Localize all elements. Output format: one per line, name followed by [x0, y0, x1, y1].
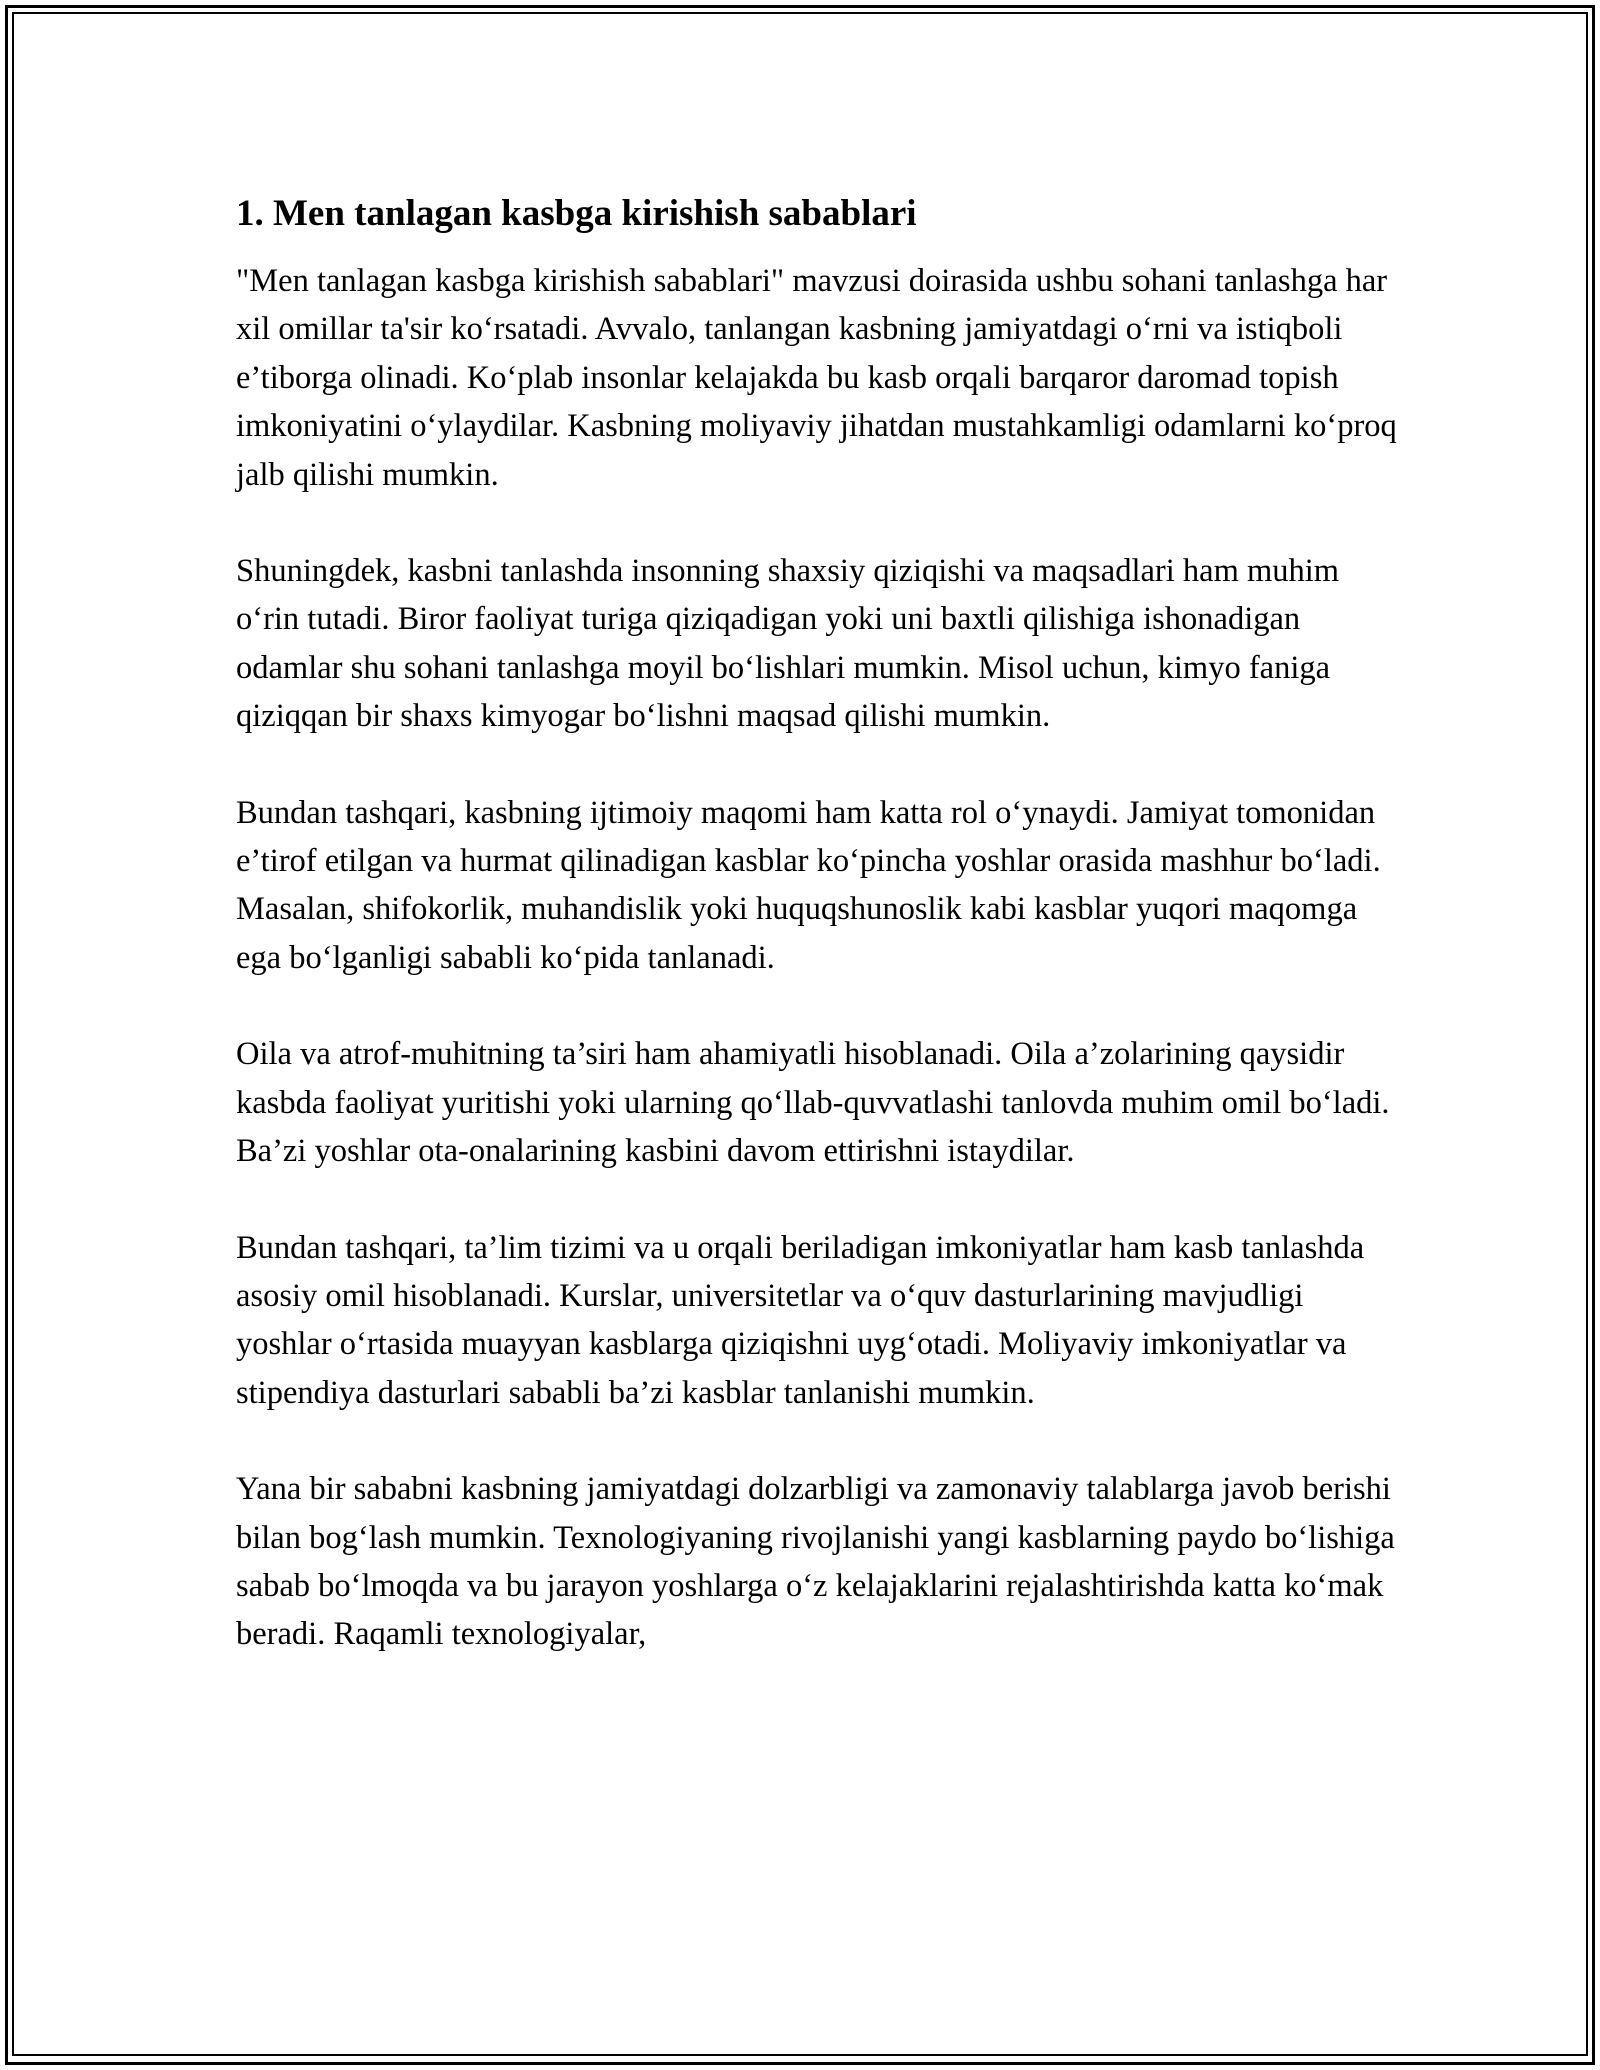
paragraph-1: "Men tanlagan kasbga kirishish sabablari" mavzusi doirasida ushbu sohani tanlashga har xil omillar ta'sir ko‘rsatadi. Avvalo, tanlangan kasbning jamiyatdagi o‘rni va istiqboli e’tiborga olinadi. Ko‘plab insonlar kelajakda bu kasb orqali barqaror daromad topish imkoniyatini o‘ylaydilar. Kasbning moliyaviy jihatdan mustahkamligi odamlarni ko‘proq jalb qilishi mumkin.: [236, 263, 1397, 493]
section-heading: 1. Men tanlagan kasbga kirishish sabablari: [236, 193, 917, 234]
paragraph-6: Yana bir sababni kasbning jamiyatdagi dolzarbligi va zamonaviy talablarga javob berishi bilan bog‘lash mumkin. Texnologiyaning rivojlanishi yangi kasblarning paydo bo‘lishiga sabab bo‘lmoqda va bu jarayon yoshlarga o‘z kelajaklarini rejalashtirishda katta ko‘mak beradi. Raqamli texnologiyalar,: [236, 1471, 1395, 1653]
paragraph-2: Shuningdek, kasbni tanlashda insonning shaxsiy qiziqishi va maqsadlari ham muhim o‘rin tutadi. Biror faoliyat turiga qiziqadigan yoki uni baxtli qilishiga ishonadigan odamlar shu sohani tanlashga moyil bo‘lishlari mumkin. Misol uchun, kimyo faniga qiziqqan bir shaxs kimyogar bo‘lishni maqsad qilishi mumkin.: [236, 553, 1340, 735]
document-body: [236, 187, 1400, 1707]
paragraph-5: Bundan tashqari, ta’lim tizimi va u orqali beriladigan imkoniyatlar ham kasb tanlashda asosiy omil hisoblanadi. Kurslar, universitetlar va o‘quv dasturlarining mavjudligi yoshlar o‘rtasida muayyan kasblarga qiziqishni uyg‘otadi. Moliyaviy imkoniyatlar va stipendiya dasturlari sababli ba’zi kasblar tanlanishi mumkin.: [236, 1229, 1365, 1411]
paragraph-3: Bundan tashqari, kasbning ijtimoiy maqomi ham katta rol o‘ynaydi. Jamiyat tomonidan e’tirof etilgan va hurmat qilinadigan kasblar ko‘pincha yoshlar orasida mashhur bo‘ladi. Masalan, shifokorlik, muhandislik yoki huquqshunoslik kabi kasblar yuqori maqomga ega bo‘lganligi sababli ko‘pida tanlanadi.: [236, 794, 1381, 976]
paragraph-4: Oila va atrof-muhitning ta’siri ham ahamiyatli hisoblanadi. Oila a’zolarining qaysidir kasbda faoliyat yuritishi yoki ularning qo‘llab-quvvatlashi tanlovda muhim omil bo‘ladi. Ba’zi yoshlar ota-onalarining kasbini davom ettirishni istaydilar.: [236, 1036, 1390, 1170]
